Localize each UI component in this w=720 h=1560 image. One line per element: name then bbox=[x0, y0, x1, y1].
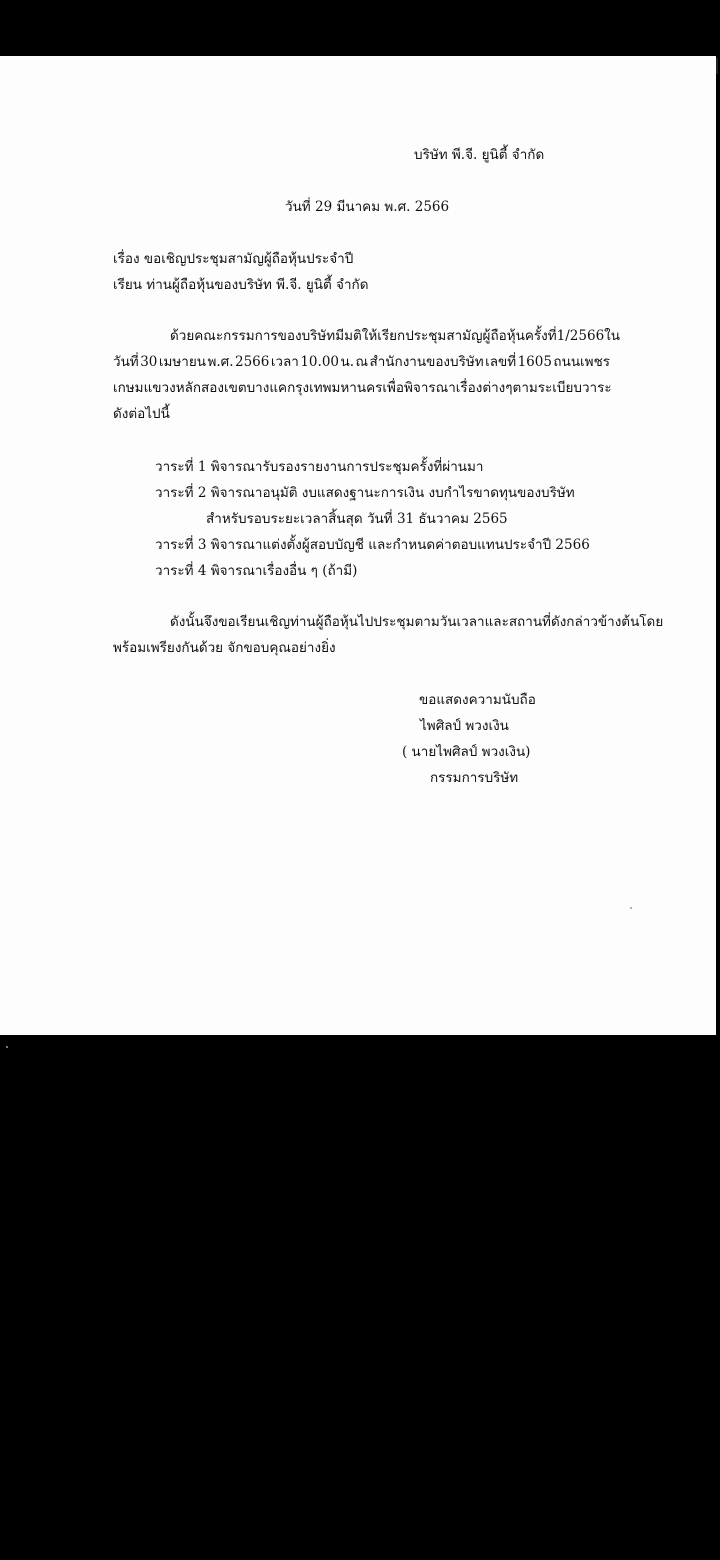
subject-line: เรื่อง ขอเชิญประชุมสามัญผู้ถือหุ้นประจำปี bbox=[113, 251, 354, 267]
word: 10.00 bbox=[300, 354, 339, 370]
word: เลขที่ bbox=[485, 354, 517, 370]
word: 30 bbox=[140, 354, 158, 370]
printed-name: ( นายไพศิลป์ พวงเงิน) bbox=[402, 744, 531, 760]
word: วันที่ bbox=[113, 354, 139, 370]
agenda-item: วาระที่ 3 พิจารณาแต่งตั้งผู้สอบบัญชี และกำหนดค่าตอบแทนประจำปี 2566 bbox=[155, 537, 590, 553]
intro-line bbox=[113, 378, 610, 398]
word: ครั้งที่ bbox=[524, 328, 557, 344]
signed-name: ไพศิลป์ พวงเงิน bbox=[420, 718, 509, 734]
company-header: บริษัท พี.จี. ยูนิตี้ จำกัด bbox=[414, 147, 545, 163]
word: ด้วย bbox=[170, 328, 195, 344]
word: น. bbox=[340, 354, 354, 370]
intro-line bbox=[113, 352, 610, 372]
word: ณ bbox=[355, 354, 368, 370]
document-page bbox=[0, 56, 716, 1035]
agenda-item-continuation: สำหรับรอบระยะเวลาสิ้นสุด วันที่ 31 ธันวาคม 2565 bbox=[206, 511, 508, 527]
intro-line: ดังต่อไปนี้ bbox=[113, 406, 170, 422]
word: เวลา bbox=[456, 614, 485, 630]
word: พ.ศ. bbox=[207, 354, 234, 370]
word: กรุงเทพมหานคร bbox=[287, 380, 383, 396]
word: 2566 bbox=[234, 354, 270, 370]
intro-line bbox=[170, 326, 620, 346]
recipient-line: เรียน ท่านผู้ถือหุ้นของบริษัท พี.จี. ยูนิตี้ จำกัด bbox=[113, 277, 369, 293]
agenda-item: วาระที่ 2 พิจารณาอนุมัติ งบแสดงฐานะการเงิน งบกำไรขาดทุนของบริษัท bbox=[155, 485, 575, 501]
word: 1/2566 bbox=[556, 328, 605, 344]
scan-speck bbox=[630, 907, 632, 909]
word: สำนักงานของบริษัท bbox=[369, 354, 484, 370]
salutation: ขอแสดงความนับถือ bbox=[419, 692, 536, 708]
agenda-item: วาระที่ 1 พิจารณารับรองรายงานการประชุมครั้งที่ผ่านมา bbox=[155, 459, 484, 475]
word: ดังนั้น bbox=[170, 614, 204, 630]
word: ตามระเบียบวาระ bbox=[512, 380, 612, 396]
word: จึงขอเรียนเชิญท่านผู้ถือหุ้นไปประชุมตามวัน bbox=[203, 614, 457, 630]
scan-speck bbox=[6, 1046, 8, 1048]
word: 1605 bbox=[517, 354, 552, 370]
word: เกษม bbox=[113, 380, 144, 396]
word: แขวงหลักสอง bbox=[143, 380, 224, 396]
word: ๆ bbox=[505, 380, 513, 396]
letter-date: วันที่ 29 มีนาคม พ.ศ. 2566 bbox=[285, 199, 450, 215]
signer-position: กรรมการบริษัท bbox=[430, 770, 519, 786]
word: เมษายน bbox=[158, 354, 206, 370]
closing-line bbox=[170, 612, 664, 632]
word: เพื่อพิจารณาเรื่องต่าง bbox=[382, 380, 506, 396]
word: ใน bbox=[604, 328, 620, 344]
agenda-item: วาระที่ 4 พิจารณาเรื่องอื่น ๆ (ถ้ามี) bbox=[155, 563, 358, 579]
word: เวลา bbox=[270, 354, 299, 370]
word: คณะกรรมการของบริษัทมีมติให้เรียกประชุมสามัญผู้ถือหุ้น bbox=[194, 328, 525, 344]
word: และสถานที่ดังกล่าวข้างต้นโดย bbox=[484, 614, 664, 630]
word: เขตบางแค bbox=[223, 380, 288, 396]
word: ถนนเพชร bbox=[553, 354, 610, 370]
closing-line: พร้อมเพรียงกันด้วย จักขอบคุณอย่างยิ่ง bbox=[113, 640, 336, 656]
